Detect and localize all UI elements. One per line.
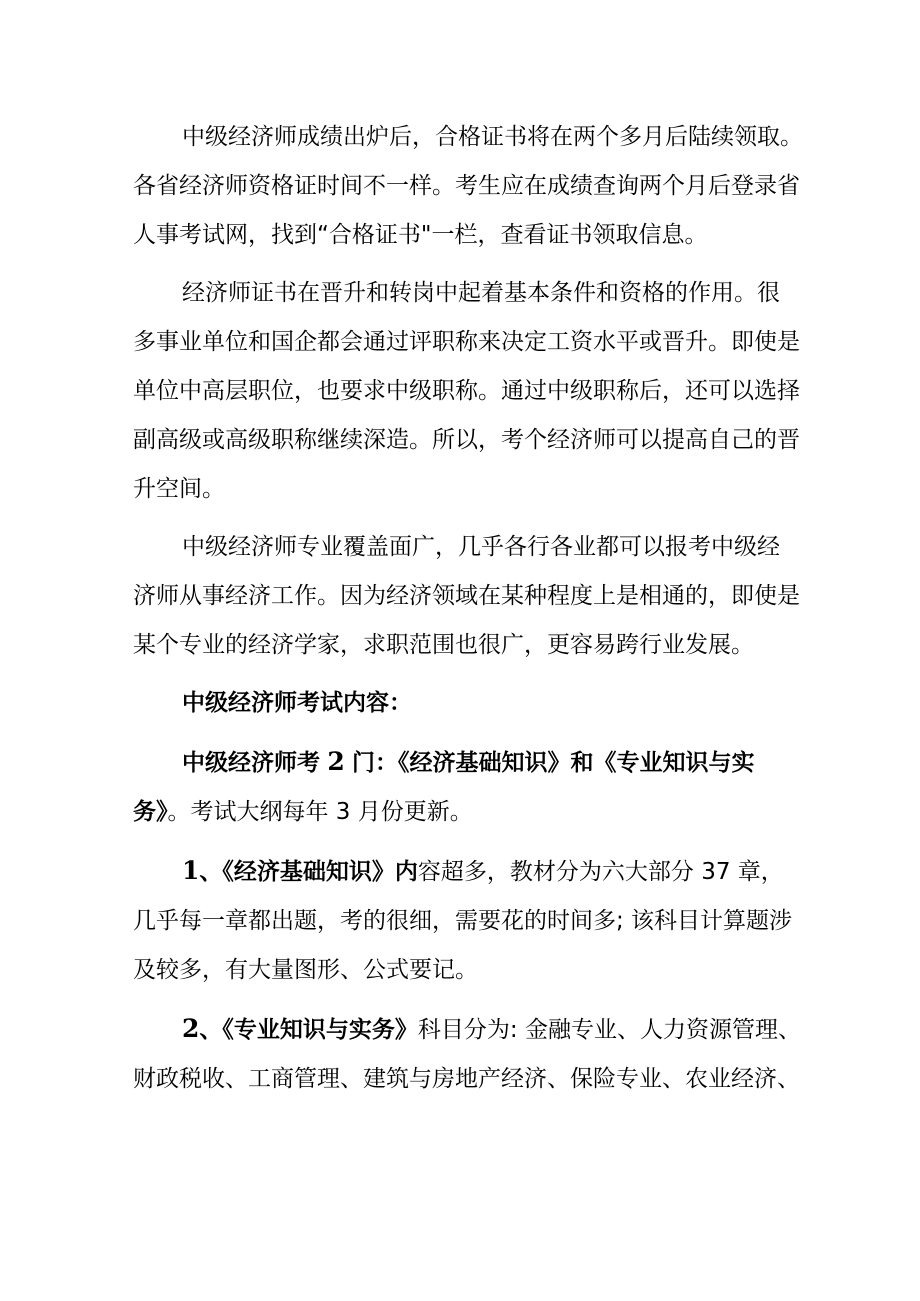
text-line: 升空间。 (133, 476, 225, 502)
paragraph-promotion (133, 269, 810, 514)
list-item-professional-knowledge (133, 1004, 810, 1104)
text-line: 各省经济师资格证时间不一样。考生应在成绩查询两个月后登录省 (133, 173, 800, 199)
text-line: 及较多，有大量图形、公式要记。 (133, 957, 478, 983)
item-number: 2 (182, 1014, 200, 1043)
text-line (133, 1004, 810, 1055)
item-title: 、《专业知识与实务》 (199, 1017, 418, 1043)
list-item-basic-knowledge (133, 846, 810, 995)
exam-prefix: 中级经济师考 (182, 750, 320, 776)
exam-outline-note: 。考试大纲每年 3 月份更新。 (167, 799, 473, 825)
text-line (133, 737, 810, 788)
paragraph-coverage (133, 523, 810, 670)
text-line: 中级经济师成绩出炉后，合格证书将在两个多月后陆续领取。 (182, 124, 803, 150)
text-line: 经济师证书在晋升和转岗中起着基本条件和资格的作用。很 (182, 280, 780, 306)
text-line: 某个专业的经济学家，求职范围也很广，更容易跨行业发展。 (133, 632, 754, 658)
paragraph-certificate (133, 113, 810, 260)
exam-subject-end: 务》 (133, 799, 168, 825)
item-number: 1 (182, 856, 200, 885)
exam-subjects: 门：《经济基础知识》和《专业知识与实 (352, 750, 755, 776)
item-text: 科目分为: 金融专业、人力资源管理、 (417, 1017, 801, 1043)
text-line: 副高级或高级职称继续深造。所以，考个经济师可以提高自己的晋 (133, 427, 800, 453)
exam-count: 2 (327, 747, 345, 776)
text-line: 单位中高层职位，也要求中级职称。通过中级职称后，还可以选择 (133, 378, 800, 404)
text-line (133, 846, 810, 897)
text-line: 人事考试网，找到“合格证书"一栏，查看证书领取信息。 (133, 222, 708, 248)
paragraph-exam-subjects (133, 737, 810, 837)
text-line: 中级经济师专业覆盖面广，几乎各行各业都可以报考中级经 (182, 534, 780, 560)
text-line (133, 788, 810, 837)
text-line: 济师从事经济工作。因为经济领域在某种程度上是相通的，即使是 (133, 583, 800, 609)
section-heading: 中级经济师考试内容： (182, 690, 412, 716)
text-line: 几乎每一章都出题，考的很细，需要花的时间多; 该科目计算题涉 (133, 908, 793, 934)
item-text: 容超多，教材分为六大部分 37 章， (417, 859, 784, 885)
text-line: 多事业单位和国企都会通过评职称来决定工资水平或晋升。即使是 (133, 329, 800, 355)
text-line: 财政税收、工商管理、建筑与房地产经济、保险专业、农业经济、 (133, 1066, 800, 1092)
item-title: 、《经济基础知识》内 (199, 859, 418, 885)
